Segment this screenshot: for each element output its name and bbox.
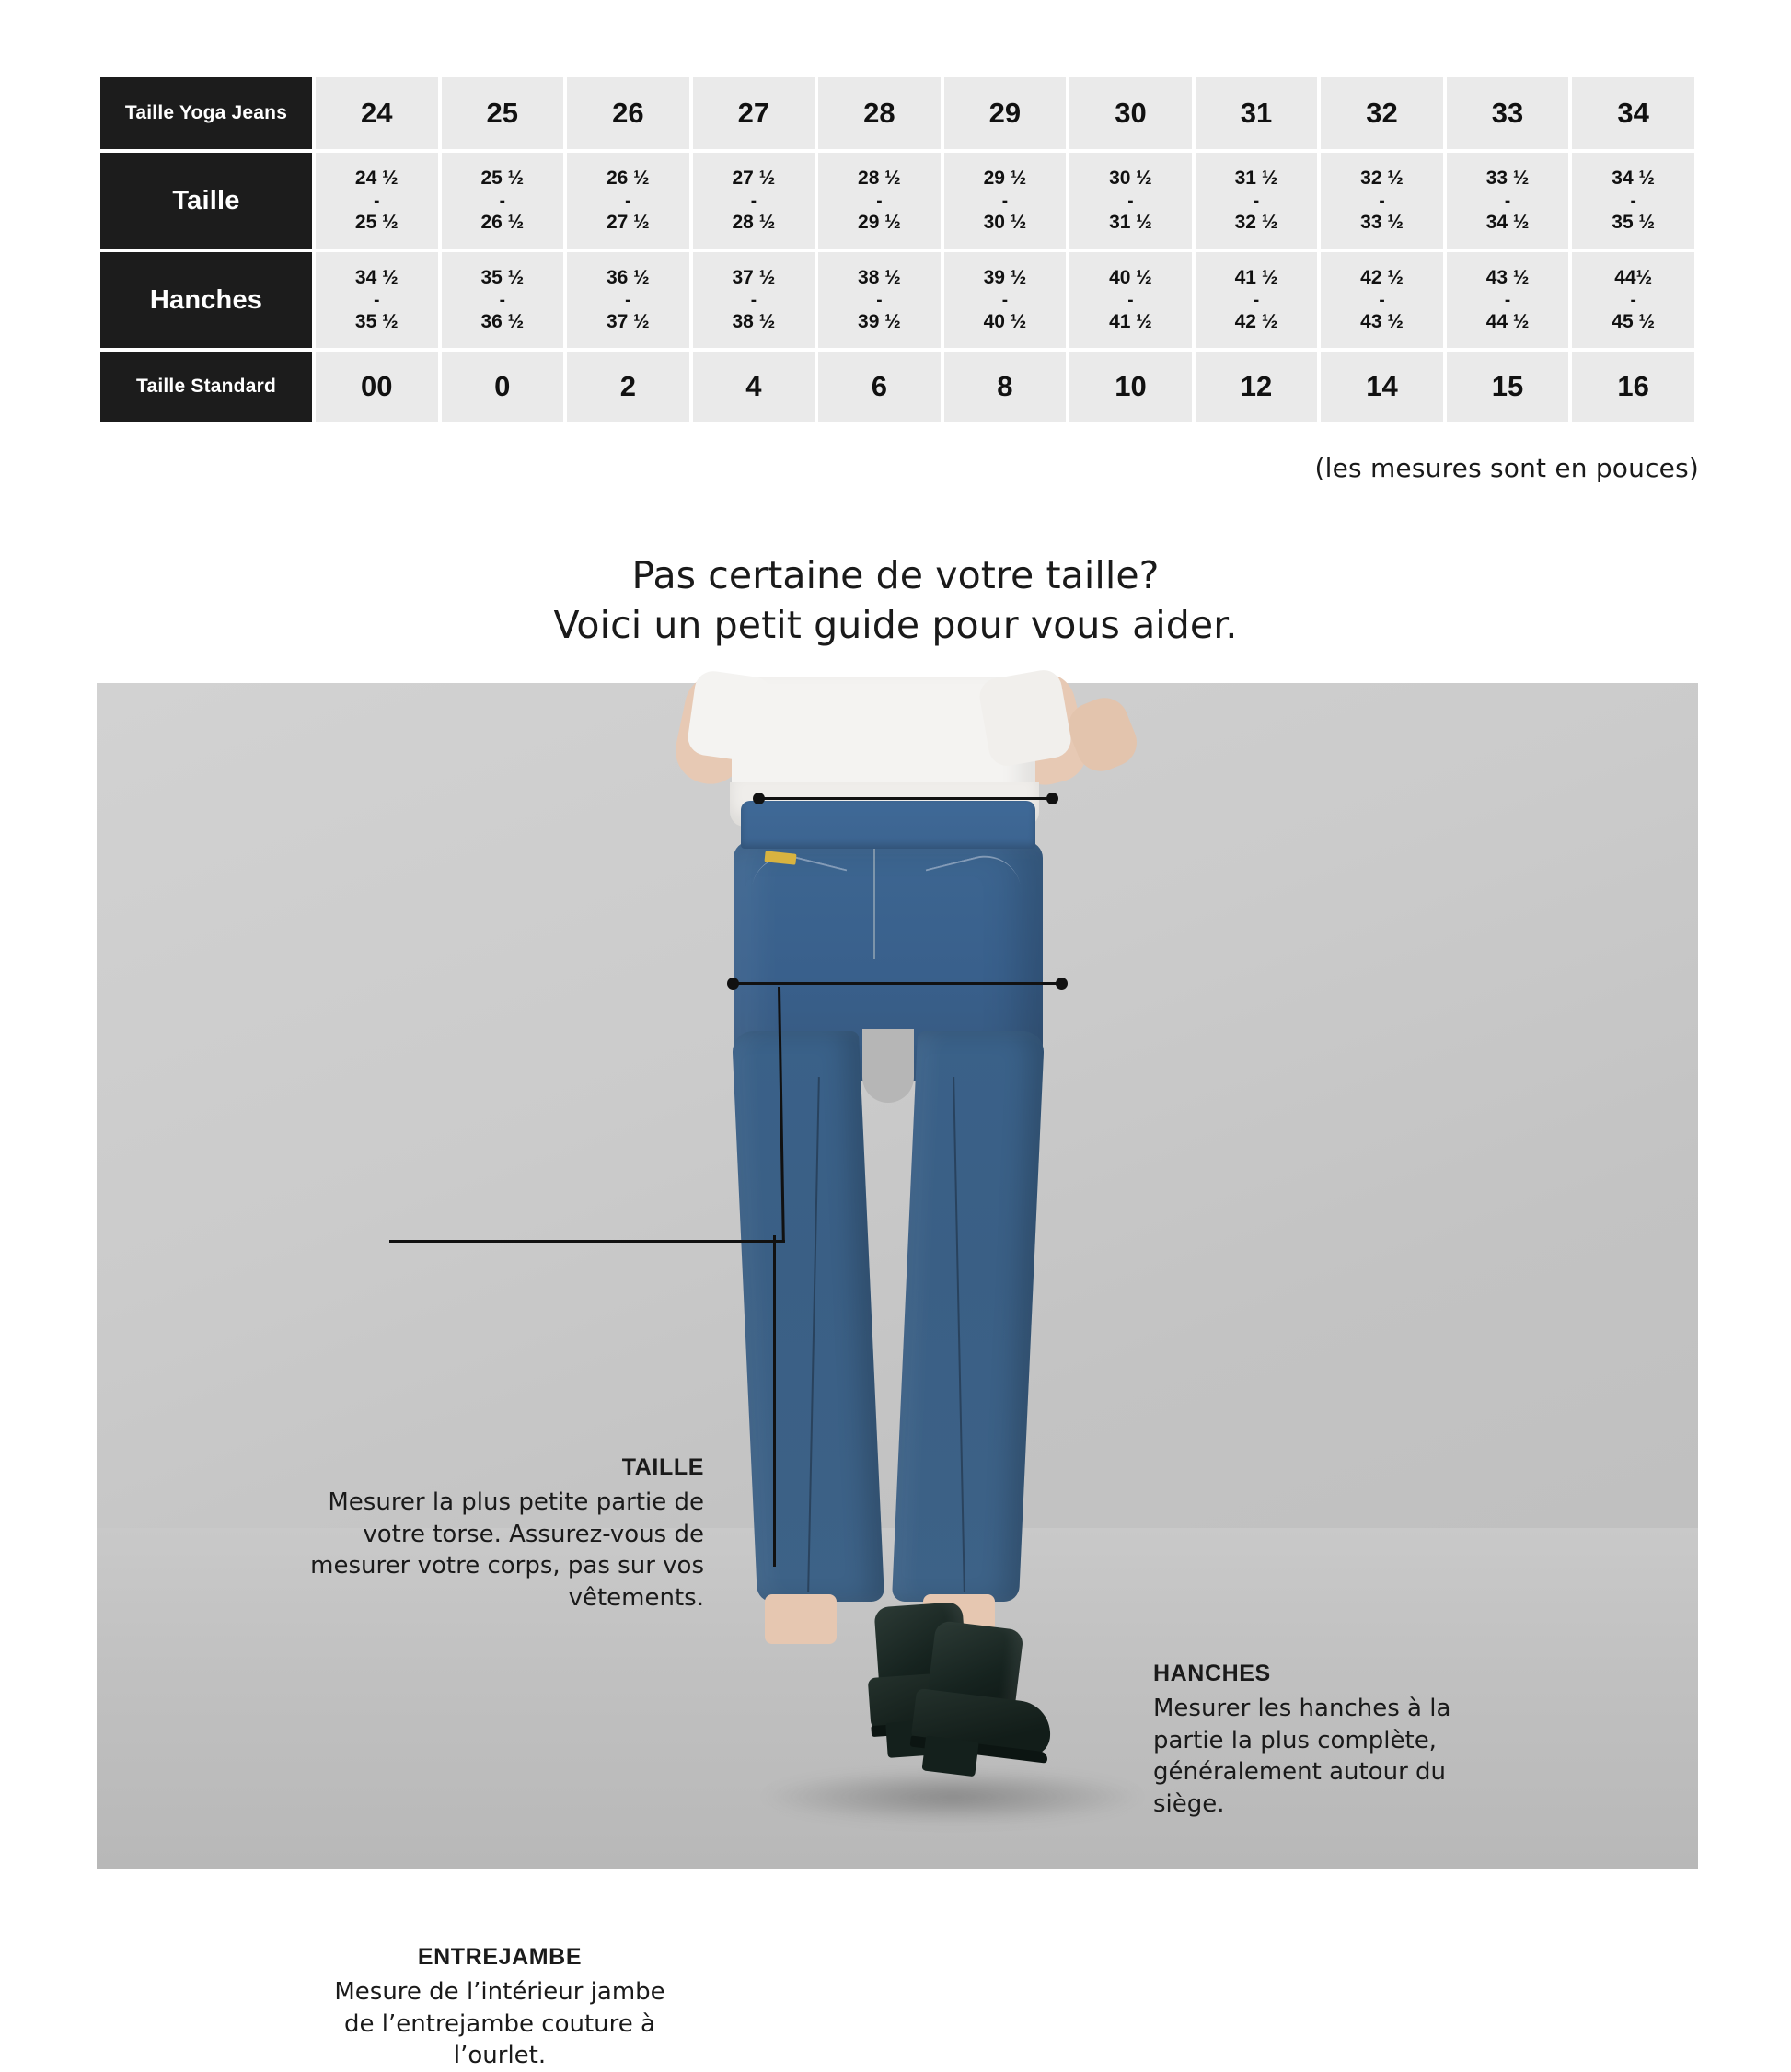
waist-min: 31 ½	[1234, 168, 1278, 190]
left-sleeve	[686, 669, 774, 764]
right-sleeve	[976, 667, 1073, 769]
hips-min: 41 ½	[1234, 267, 1278, 289]
table-row	[100, 352, 1694, 422]
range-dash: -	[1253, 290, 1260, 310]
cell-standard-size: 16	[1572, 352, 1694, 422]
hips-min: 35 ½	[480, 267, 525, 289]
cell-waist-range	[1069, 153, 1192, 249]
hips-min: 38 ½	[858, 267, 901, 289]
waist-measure-dot-right	[1046, 793, 1058, 804]
hips-max: 43 ½	[1360, 310, 1404, 332]
waist-max: 28 ½	[732, 211, 776, 233]
cell-waist-range	[693, 153, 815, 249]
waist-min: 25 ½	[480, 168, 525, 190]
jeans-fly	[873, 849, 875, 959]
cell-waist-range	[567, 153, 689, 249]
range-dash: -	[876, 191, 883, 211]
cell-yoga-size: 29	[944, 77, 1067, 149]
waist-max: 25 ½	[354, 211, 399, 233]
boot-heel	[922, 1735, 979, 1777]
cell-yoga-size: 27	[693, 77, 815, 149]
waist-max: 26 ½	[480, 211, 525, 233]
range-dash: -	[625, 290, 631, 310]
range-dash: -	[1001, 290, 1009, 310]
cell-standard-size: 10	[1069, 352, 1192, 422]
range-dash: -	[374, 290, 380, 310]
cell-yoga-size: 25	[442, 77, 564, 149]
range-dash: -	[1630, 191, 1636, 211]
waist-min: 30 ½	[1109, 168, 1152, 190]
waist-min: 27 ½	[732, 168, 776, 190]
waist-min: 28 ½	[858, 168, 901, 190]
cell-standard-size: 0	[442, 352, 564, 422]
hips-max: 40 ½	[983, 310, 1027, 332]
units-note: (les mesures sont en pouces)	[1314, 453, 1699, 483]
callout-hips-body: Mesurer les hanches à la partie la plus complète, généralement autour du siège.	[1153, 1695, 1451, 1818]
waist-max: 29 ½	[858, 211, 901, 233]
hips-measure-line	[732, 982, 1061, 985]
hips-min: 36 ½	[606, 267, 650, 289]
row-header-standard-size: Taille Standard	[100, 352, 312, 422]
cell-standard-size: 8	[944, 352, 1067, 422]
left-ankle	[765, 1594, 837, 1644]
hips-measure-dot-left	[727, 978, 739, 990]
table-row	[100, 77, 1694, 149]
cell-yoga-size: 30	[1069, 77, 1192, 149]
range-dash: -	[499, 290, 505, 310]
callout-waist-body: Mesurer la plus petite partie de votre torse. Assurez-vous de mesurer votre corps, pas sur vos vêtements.	[310, 1488, 704, 1612]
cell-yoga-size: 26	[567, 77, 689, 149]
range-dash: -	[374, 191, 380, 211]
cell-yoga-size: 28	[818, 77, 941, 149]
range-dash: -	[750, 290, 757, 310]
measurement-guide-image	[97, 683, 1698, 2070]
range-dash: -	[1127, 290, 1134, 310]
cell-standard-size: 2	[567, 352, 689, 422]
cell-yoga-size: 33	[1447, 77, 1569, 149]
hips-max: 42 ½	[1234, 310, 1278, 332]
waist-min: 34 ½	[1612, 168, 1656, 190]
waist-max: 27 ½	[606, 211, 650, 233]
range-dash: -	[876, 290, 883, 310]
waist-min: 29 ½	[983, 168, 1027, 190]
hips-max: 41 ½	[1109, 310, 1152, 332]
range-dash: -	[1001, 191, 1009, 211]
cell-yoga-size: 24	[316, 77, 438, 149]
range-dash: -	[1630, 290, 1636, 310]
cell-standard-size: 12	[1196, 352, 1318, 422]
cell-hips-range	[944, 252, 1067, 348]
table-row	[100, 153, 1694, 249]
callout-hips	[1153, 1661, 1521, 1820]
waist-min: 24 ½	[354, 168, 399, 190]
callout-inseam	[325, 1944, 675, 2072]
hips-max: 45 ½	[1612, 310, 1656, 332]
cell-yoga-size: 31	[1196, 77, 1318, 149]
callout-inseam-title: ENTREJAMBE	[417, 1944, 583, 1970]
hips-min: 42 ½	[1360, 267, 1404, 289]
row-header-waist: Taille	[100, 153, 312, 249]
callout-inseam-body: Mesure de l’intérieur jambe de l’entrejambe couture à l’ourlet.	[334, 1978, 665, 2070]
cell-waist-range	[1196, 153, 1318, 249]
waist-max: 34 ½	[1485, 211, 1530, 233]
cell-yoga-size: 34	[1572, 77, 1694, 149]
waist-min: 33 ½	[1485, 168, 1530, 190]
denim-jeans	[734, 801, 1043, 1574]
hips-max: 37 ½	[606, 310, 650, 332]
cell-yoga-size: 32	[1321, 77, 1443, 149]
cell-hips-range	[1321, 252, 1443, 348]
cell-waist-range	[442, 153, 564, 249]
page-title	[0, 550, 1791, 650]
range-dash: -	[1379, 191, 1385, 211]
cell-standard-size: 4	[693, 352, 815, 422]
size-chart-table	[97, 74, 1698, 425]
hips-min: 37 ½	[732, 267, 776, 289]
hips-max: 36 ½	[480, 310, 525, 332]
hips-measure-dot-right	[1056, 978, 1068, 990]
row-header-hips: Hanches	[100, 252, 312, 348]
cell-hips-range	[316, 252, 438, 348]
hips-max: 38 ½	[732, 310, 776, 332]
right-boot	[907, 1618, 1063, 1786]
waist-max: 33 ½	[1360, 211, 1404, 233]
headline-line-1: Pas certaine de votre taille?	[631, 553, 1160, 597]
callout-waist	[308, 1454, 704, 1614]
hips-min: 39 ½	[983, 267, 1027, 289]
cell-waist-range	[1321, 153, 1443, 249]
hips-min: 34 ½	[354, 267, 399, 289]
crotch-gap	[862, 1029, 914, 1103]
cell-hips-range	[442, 252, 564, 348]
cell-hips-range	[693, 252, 815, 348]
range-dash: -	[750, 191, 757, 211]
range-dash: -	[1379, 290, 1385, 310]
cell-standard-size: 15	[1447, 352, 1569, 422]
waist-min: 32 ½	[1360, 168, 1404, 190]
jeans-right-leg	[892, 1031, 1045, 1602]
cell-standard-size: 6	[818, 352, 941, 422]
hips-max: 39 ½	[858, 310, 901, 332]
range-dash: -	[499, 191, 505, 211]
cell-hips-range	[1447, 252, 1569, 348]
waist-max: 35 ½	[1612, 211, 1656, 233]
cell-waist-range	[316, 153, 438, 249]
hips-max: 44 ½	[1485, 310, 1530, 332]
callout-hips-title: HANCHES	[1153, 1661, 1271, 1686]
range-dash: -	[1504, 290, 1511, 310]
jeans-waistband	[741, 801, 1035, 849]
cell-waist-range	[944, 153, 1067, 249]
cell-waist-range	[1447, 153, 1569, 249]
waist-max: 30 ½	[983, 211, 1027, 233]
waist-measure-line	[757, 797, 1052, 800]
range-dash: -	[1253, 191, 1260, 211]
hips-max: 35 ½	[354, 310, 399, 332]
row-header-yoga-size: Taille Yoga Jeans	[100, 77, 312, 149]
cell-hips-range	[1196, 252, 1318, 348]
cell-waist-range	[818, 153, 941, 249]
waist-max: 31 ½	[1109, 211, 1152, 233]
table-row	[100, 252, 1694, 348]
cell-standard-size: 00	[316, 352, 438, 422]
range-dash: -	[1127, 191, 1134, 211]
hips-min: 44½	[1614, 267, 1653, 289]
cell-hips-range	[1069, 252, 1192, 348]
range-dash: -	[1504, 191, 1511, 211]
range-dash: -	[625, 191, 631, 211]
headline-line-2: Voici un petit guide pour vous aider.	[553, 603, 1238, 648]
size-chart-table-wrapper	[97, 74, 1698, 425]
waist-measure-dot-left	[753, 793, 765, 804]
callout-waist-title: TAILLE	[621, 1454, 704, 1480]
hips-min: 40 ½	[1109, 267, 1152, 289]
waist-min: 26 ½	[606, 168, 650, 190]
inseam-leader-line	[389, 1240, 785, 1243]
inseam-lower-line	[773, 1235, 776, 1567]
cell-hips-range	[818, 252, 941, 348]
cell-waist-range	[1572, 153, 1694, 249]
hips-min: 43 ½	[1485, 267, 1530, 289]
cell-hips-range	[567, 252, 689, 348]
cell-standard-size: 14	[1321, 352, 1443, 422]
waist-max: 32 ½	[1234, 211, 1278, 233]
cell-hips-range	[1572, 252, 1694, 348]
